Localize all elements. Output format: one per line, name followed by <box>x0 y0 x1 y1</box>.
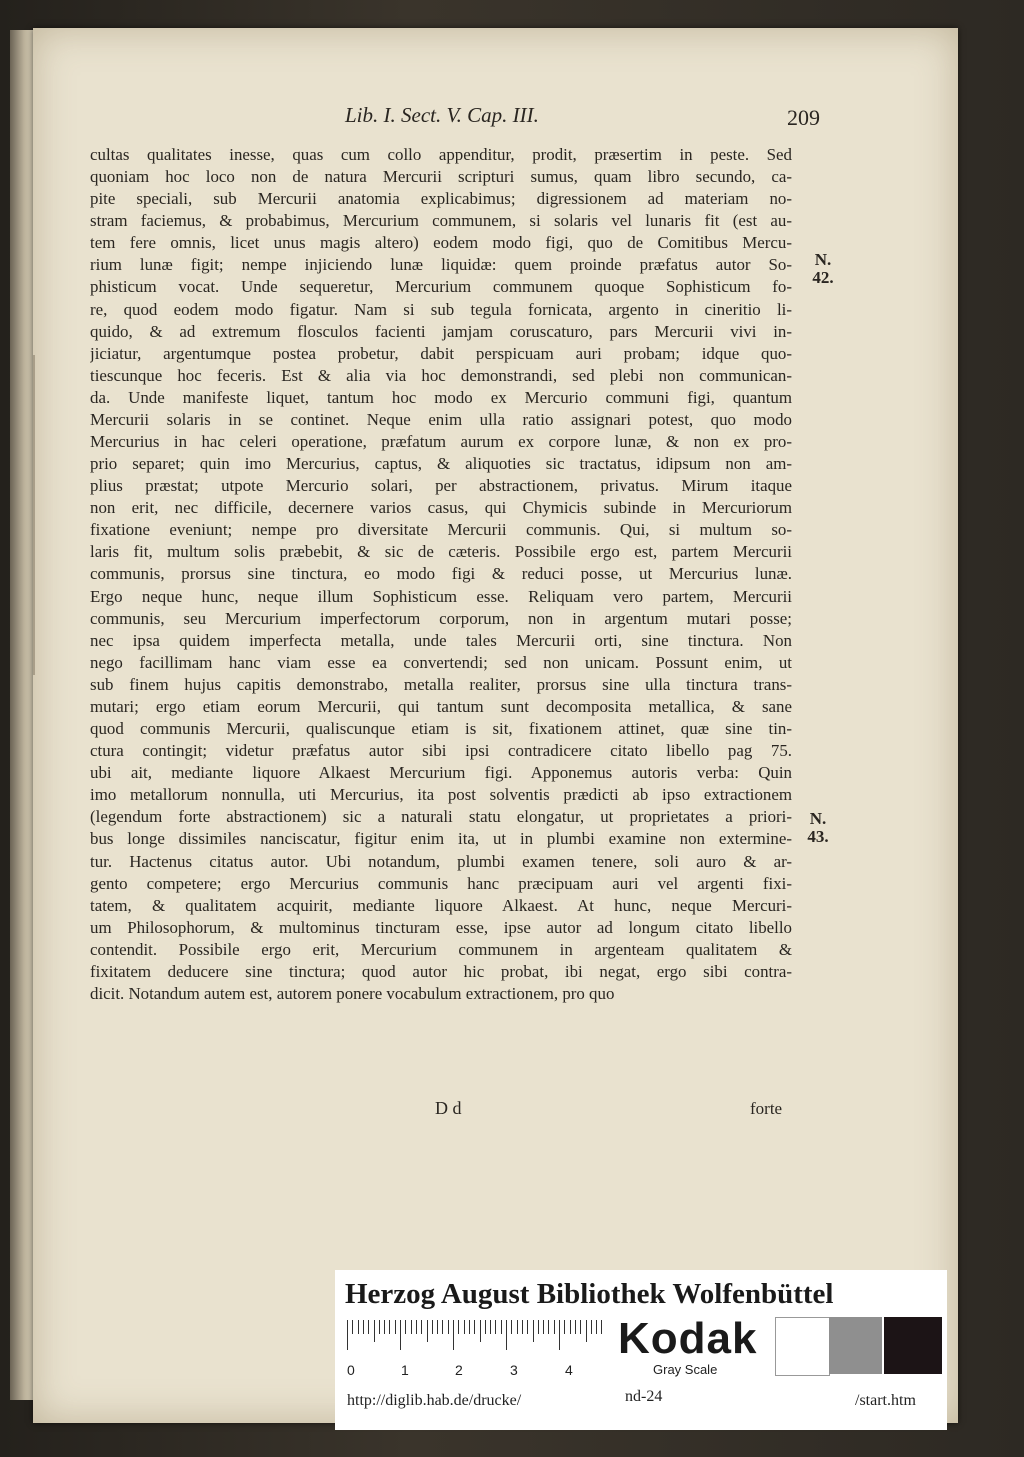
margin-bracket <box>33 355 39 675</box>
ruler-tick <box>379 1320 380 1334</box>
text-line: pite speciali, sub Mercurii anatomia explicabimus; digressionem ad materiam no- <box>90 189 792 209</box>
ruler-tick <box>495 1320 496 1334</box>
ruler-tick <box>485 1320 486 1334</box>
text-line: laris fit, multum solis præbebit, & sic de cæteris. Possibile ergo est, partem Mercurii <box>90 542 792 562</box>
ruler-number: 3 <box>510 1362 518 1378</box>
page-edge <box>10 30 34 1400</box>
ruler-tick <box>442 1320 443 1334</box>
text-line: da. Unde manifeste liquet, tantum hoc modo ex Mercurio communi figi, quantum <box>90 387 792 407</box>
text-line: quod communis Mercurii, qualiscunque etiam is sit, fixationem attinet, quæ sine tin- <box>90 719 792 739</box>
ruler-tick <box>601 1320 602 1334</box>
url-suffix: /start.htm <box>855 1392 916 1409</box>
text-line: bus longe dissimiles nanciscatur, figitur enim ita, ut in plumbi examine non extermine- <box>90 829 792 849</box>
ruler-tick <box>464 1320 465 1334</box>
text-line: mutari; ergo etiam eorum Mercurii, qui tantum sunt decomposita metallica, & sane <box>90 696 792 716</box>
running-header <box>345 103 825 139</box>
kodak-logo: Kodak <box>618 1314 758 1363</box>
text-line: jiciatur, argentumque postea probetur, dabit perspicuam auri probam; idque quo- <box>90 343 792 363</box>
text-line: (legendum forte abstractionem) sic a naturali statu elongatur, ut proprietates a priori- <box>90 807 792 827</box>
text-line: Mercurii solaris in se continet. Neque enim ulla ratio assignari potest, quo modo <box>90 409 792 429</box>
ruler-tick <box>570 1320 571 1334</box>
grayscale-label: Gray Scale <box>653 1362 718 1377</box>
ruler-tick <box>411 1320 412 1334</box>
text-line: Mercurius in hac celeri operatione, præfatum aurum ex corpore lunæ, & non ex pro- <box>90 432 792 452</box>
page-number: 209 <box>787 105 820 130</box>
ruler-tick <box>469 1320 470 1334</box>
ruler-tick <box>474 1320 475 1334</box>
ruler-tick <box>490 1320 491 1334</box>
ruler-tick <box>352 1320 353 1334</box>
ruler-tick <box>522 1320 523 1334</box>
margin-note-43: N. 43. <box>807 809 829 846</box>
text-line: ubi ait, mediante liquore Alkaest Mercurium figi. Apponemus autoris verba: Quin <box>90 763 792 783</box>
ruler-tick <box>543 1320 544 1334</box>
ruler-tick <box>405 1320 406 1334</box>
body-text <box>90 144 792 1005</box>
scale-ruler <box>347 1320 599 1360</box>
text-line: Ergo neque hunc, neque illum Sophisticum esse. Reliquam vero partem, Mercurii <box>90 586 792 606</box>
ruler-tick <box>374 1320 375 1342</box>
ruler-tick <box>501 1320 502 1334</box>
ruler-tick <box>533 1320 534 1342</box>
text-line: fixitatem deducere sine tinctura; quod autor hic probat, ibi negat, ergo sibi contra- <box>90 961 792 981</box>
ruler-tick <box>480 1320 481 1342</box>
ruler-tick <box>358 1320 359 1334</box>
ruler-tick <box>448 1320 449 1334</box>
ruler-number: 0 <box>347 1362 355 1378</box>
ruler-tick <box>347 1320 348 1350</box>
ruler-tick <box>554 1320 555 1334</box>
ruler-number: 4 <box>565 1362 573 1378</box>
ruler-tick <box>586 1320 587 1342</box>
ruler-tick <box>421 1320 422 1334</box>
text-line: nec ipsa quidem imperfecta metalla, unde tales Mercurii orti, sine tinctura. Non <box>90 630 792 650</box>
text-line: communis, seu Mercurium imperfectorum corporum, non in argentum mutari posse; <box>90 608 792 628</box>
gray-patch-mid <box>829 1317 882 1374</box>
text-line: rium lunæ figit; nempe injiciendo lunæ liquidæ: quem proinde præfatus autor So- <box>90 255 792 275</box>
ruler-tick <box>432 1320 433 1334</box>
text-line: prio separet; quin imo Mercurius, captus, & aliquoties sic tractatus, idipsum non am- <box>90 454 792 474</box>
ruler-tick <box>511 1320 512 1334</box>
text-line: sub finem hujus capitis demonstrabo, metalla realiter, prorsus sine ulla tinctura trans- <box>90 674 792 694</box>
text-line: contendit. Possibile ergo erit, Mercurium communem in argenteam qualitatem & <box>90 939 792 959</box>
ruler-tick <box>400 1320 401 1350</box>
ruler-tick <box>580 1320 581 1334</box>
text-line: dicit. Notandum autem est, autorem ponere vocabulum extractionem, pro quo <box>90 983 615 1003</box>
url-item: nd-24 <box>625 1388 663 1405</box>
text-line: imo metallorum nonnulla, uti Mercurius, ita post solventis prædicti ab ipso extractionem <box>90 785 792 805</box>
ruler-tick <box>575 1320 576 1334</box>
running-title: Lib. I. Sect. V. Cap. III. <box>345 103 539 127</box>
text-line: quoniam hoc loco non de natura Mercurii scripturi sumus, quam libro secundo, ca- <box>90 167 792 187</box>
ruler-tick <box>564 1320 565 1334</box>
ruler-tick <box>538 1320 539 1334</box>
ruler-tick <box>389 1320 390 1334</box>
ruler-tick <box>416 1320 417 1334</box>
text-line: nego facillimam hanc viam esse ea convertendi; sed non unicam. Possunt enim, ut <box>90 652 792 672</box>
catchword: forte <box>750 1099 783 1118</box>
ruler-tick <box>591 1320 592 1334</box>
text-line: cultas qualitates inesse, quas cum collo appenditur, prodit, præsertim in peste. Sed <box>90 145 792 164</box>
text-line: fixatione eveniunt; nempe pro diversitate Mercurii communis. Qui, si multum so- <box>90 520 792 540</box>
library-title: Herzog August Bibliothek Wolfenbüttel <box>345 1278 834 1310</box>
text-line: ctura contingit; videtur præfatus autor sibi ipsi contradicere citato libello pag 75. <box>90 741 792 761</box>
text-line: tur. Hactenus citatus autor. Ubi notandum, plumbi examen tenere, soli auro & ar- <box>90 851 792 871</box>
ruler-tick <box>368 1320 369 1334</box>
ruler-tick <box>395 1320 396 1334</box>
text-line: gento competere; ergo Mercurius communis hanc præcipuam auri vel argenti fixi- <box>90 873 792 893</box>
gray-patch-white <box>775 1317 830 1376</box>
gray-patch-dark <box>884 1317 942 1374</box>
text-line: re, quod eodem modo figatur. Nam si sub tegula fornicata, argento in cineritio li- <box>90 299 792 319</box>
ruler-tick <box>527 1320 528 1334</box>
text-line: quido, & ad extremum flosculos facienti jamjam coruscaturo, pars Mercurii vivi in- <box>90 321 792 341</box>
text-line: tem fere omnis, licet unus magis altero) eodem modo figi, quo de Comitibus Mercu- <box>90 233 792 253</box>
ruler-tick <box>427 1320 428 1342</box>
text-line: phisticum vocat. Unde sequeretur, Mercurium communem quoque Sophisticum fo- <box>90 277 792 297</box>
ruler-tick <box>384 1320 385 1334</box>
text-line: um Philosophorum, & multominus tincturam esse, ipse autor ad longum citato libello <box>90 917 792 937</box>
ruler-tick <box>596 1320 597 1334</box>
signature-mark: D d <box>435 1098 462 1118</box>
ruler-tick <box>437 1320 438 1334</box>
text-line: plius præstat; utpote Mercurio solari, per abstractionem, privatus. Mirum itaque <box>90 476 792 496</box>
text-line: stram faciemus, & probabimus, Mercurium communem, si solaris vel lunaris fit (est au- <box>90 211 792 231</box>
ruler-number: 1 <box>401 1362 409 1378</box>
ruler-tick <box>517 1320 518 1334</box>
ruler-tick <box>506 1320 507 1350</box>
url-base: http://diglib.hab.de/drucke/ <box>347 1392 522 1409</box>
ruler-number: 2 <box>455 1362 463 1378</box>
ruler-tick <box>363 1320 364 1334</box>
text-line: tatem, & qualitatem acquirit, mediante liquore Alkaest. At hunc, neque Mercuri- <box>90 895 792 915</box>
ruler-tick <box>559 1320 560 1350</box>
text-line: tiescunque hoc feceris. Est & alia via hoc demonstrandi, sed plebi non communican- <box>90 365 792 385</box>
ruler-tick <box>453 1320 454 1350</box>
library-target-strip <box>335 1270 947 1430</box>
ruler-tick <box>458 1320 459 1334</box>
ruler-tick <box>548 1320 549 1334</box>
text-line: communis, prorsus sine tinctura, eo modo figi & reduci posse, ut Mercurius lunæ. <box>90 564 792 584</box>
text-line: non erit, nec difficile, decernere varios casus, qui Chymicis subinde in Mercuriorum <box>90 498 792 518</box>
margin-note-42: N. 42. <box>812 250 834 287</box>
